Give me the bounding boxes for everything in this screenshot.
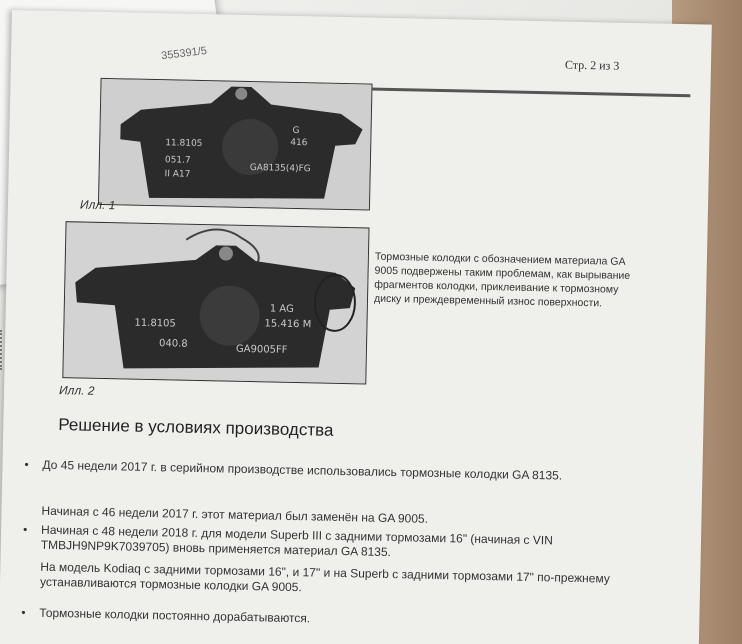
- figure-1-photo: [98, 78, 373, 211]
- fig2-stamp-4: 040.8: [158, 338, 188, 350]
- fig2-stamp-3: 15.416 M: [264, 318, 312, 331]
- fig1-stamp-1: 11.8105: [165, 138, 203, 150]
- paragraph-4: [40, 560, 665, 603]
- fig2-stamp-2: 1 AG: [269, 303, 294, 315]
- fig1-stamp-2: 051.7: [164, 155, 191, 166]
- brake-pad-1-image: [99, 79, 372, 210]
- bullet-3: •: [22, 522, 28, 537]
- fig2-stamp-1: 11.8105: [134, 317, 176, 330]
- fig1-stamp-3: II A17: [164, 169, 191, 180]
- section-title: Решение в условиях производства: [58, 415, 334, 440]
- bullet-1: •: [24, 457, 29, 472]
- paragraph-3-text: Начиная с 48 недели 2018 г. для модели Superb III с задними тормозами 16" (начиная с VIN TMBJH9NP9K7039705) вновь применяется материал GA 8135.: [40, 522, 553, 560]
- figure-2-caption: Илл. 2: [58, 383, 95, 398]
- problem-note: Тормозные колодки с обозначением материала GA 9005 подвержены таким проблемам, как вырывание фрагментов колодки, приклеивание к тормозному диску и преждевременный износ поверхности.: [373, 250, 631, 310]
- bullet-5: •: [21, 605, 26, 620]
- paragraph-5-text: Тормозные колодки постоянно дорабатываются.: [39, 605, 311, 626]
- brake-pad-2-image: [63, 222, 368, 383]
- document-page: [0, 10, 712, 644]
- binding-holes: [0, 330, 10, 370]
- page-number: Стр. 2 из 3: [564, 57, 620, 73]
- paragraph-2-text: Начиная с 46 недели 2017 г. этот материал был заменён на GA 9005.: [41, 503, 429, 526]
- fig1-stamp-4: G: [292, 125, 300, 137]
- fig1-stamp-6: GA8135(4)FG: [249, 163, 311, 175]
- figure-2-photo: [62, 221, 369, 384]
- fig2-stamp-5: GA9005FF: [235, 343, 288, 356]
- paragraph-5: [21, 605, 664, 634]
- fig1-stamp-5: 416: [290, 137, 308, 149]
- paragraph-1: [24, 457, 667, 486]
- document-id: 355391/5: [160, 44, 208, 63]
- paragraph-4-text: На модель Kodiaq с задними тормозами 16", и 17" и на Superb с задними тормозами 17" по-прежнему устанавливаются тормозные колодки GA 9005.: [39, 559, 610, 595]
- figure-1-caption: Илл. 1: [79, 197, 116, 213]
- paragraph-1-text: До 45 недели 2017 г. в серийном производстве использовались тормозные колодки GA 8135.: [42, 457, 563, 483]
